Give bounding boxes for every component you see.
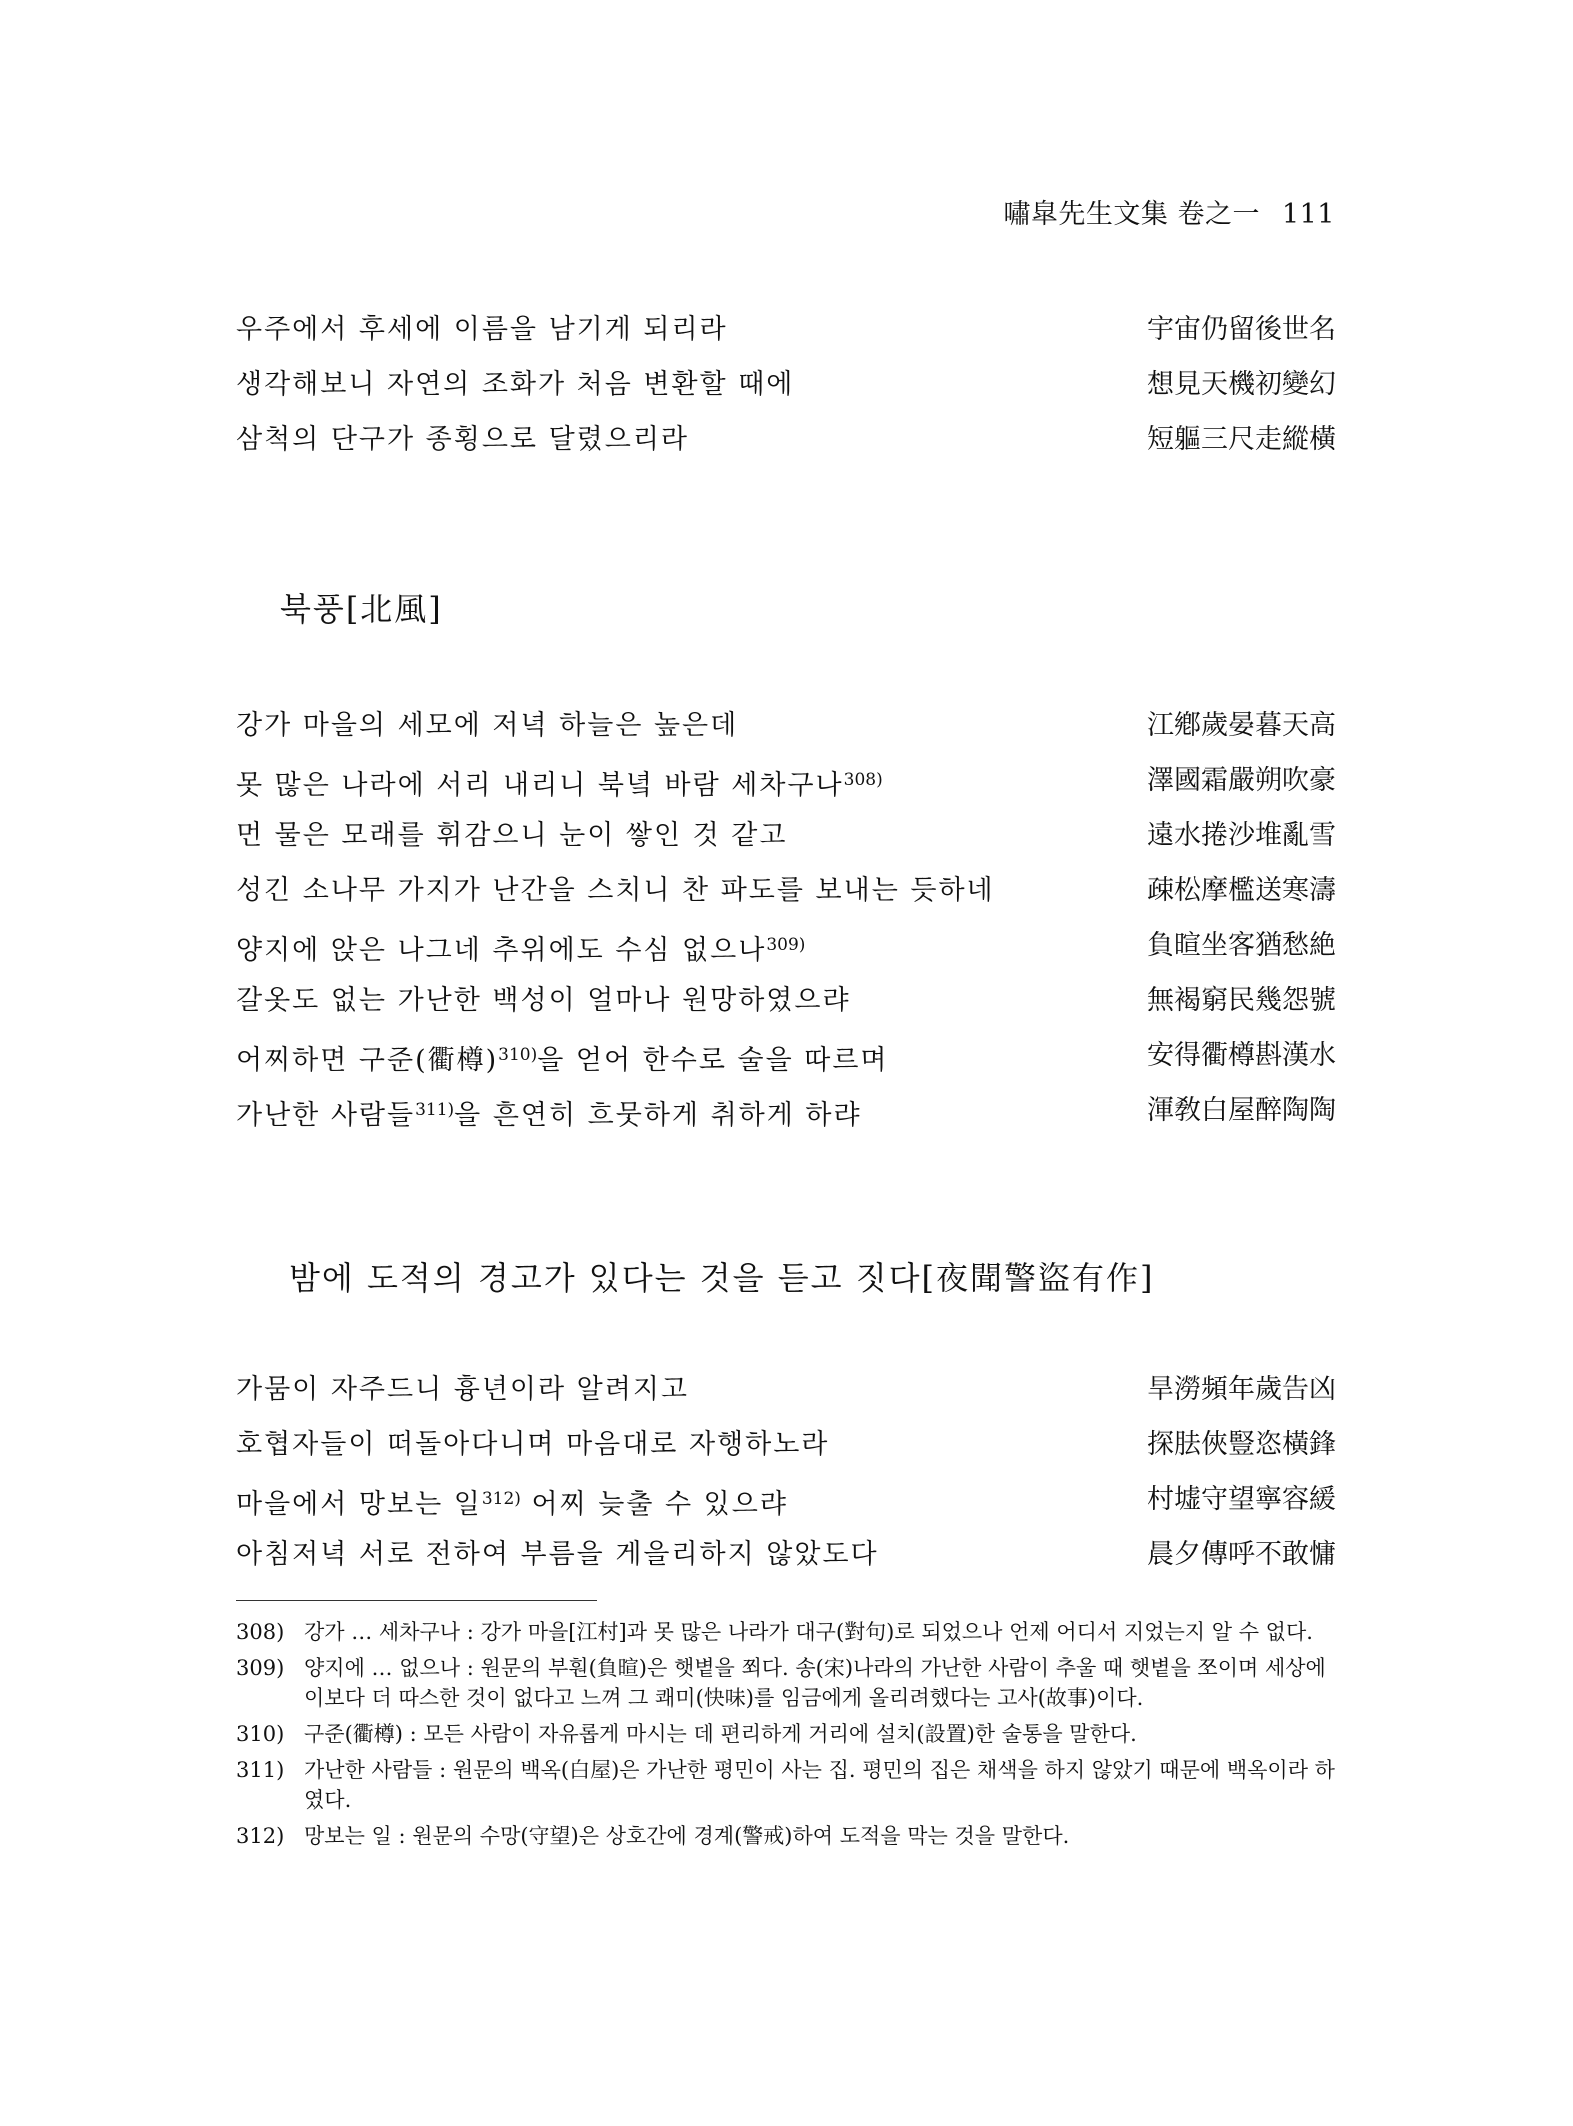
verse-korean: 호협자들이 떠돌아다니며 마음대로 자행하노라 bbox=[236, 1429, 830, 1460]
verse-korean: 강가 마을의 세모에 저녁 하늘은 높은데 bbox=[236, 710, 739, 741]
verse-chinese: 想見天機初變幻 bbox=[1147, 369, 1336, 400]
verse-korean bbox=[236, 918, 805, 978]
footnote-item bbox=[236, 1755, 1339, 1815]
verse-line bbox=[236, 1417, 1336, 1472]
verse-chinese: 宇宙仍留後世名 bbox=[1147, 314, 1336, 345]
footnote-marker: 310) bbox=[498, 1045, 538, 1065]
footnote-number: 308) bbox=[236, 1620, 285, 1644]
verse-korean bbox=[236, 1083, 862, 1143]
poem-night-warning bbox=[236, 1362, 1336, 1582]
footnote-marker: 309) bbox=[766, 935, 806, 955]
poem-title-north-wind: 북풍[北風] bbox=[280, 590, 443, 628]
footnote-marker: 308) bbox=[843, 770, 883, 790]
verse-line bbox=[236, 808, 1336, 863]
verse-chinese: 無褐窮民幾怨號 bbox=[1147, 985, 1336, 1016]
footnote-item bbox=[236, 1821, 1339, 1851]
verse-korean: 갈옷도 없는 가난한 백성이 얼마나 원망하였으랴 bbox=[236, 985, 851, 1016]
verse-korean-text: 양지에 앉은 나그네 추위에도 수심 없으나 bbox=[236, 935, 767, 966]
footnote-text: 망보는 일 : 원문의 수망(守望)은 상호간에 경계(警戒)하여 도적을 막는 것을 말한다. bbox=[304, 1824, 1070, 1848]
verse-korean-text: 어찌 늦출 수 있으랴 bbox=[520, 1489, 788, 1520]
verse-line bbox=[236, 302, 1336, 357]
footnote-number: 310) bbox=[236, 1722, 285, 1746]
verse-korean: 가뭄이 자주드니 흉년이라 알려지고 bbox=[236, 1374, 689, 1405]
page-number: 111 bbox=[1281, 199, 1335, 230]
footnote-number: 311) bbox=[236, 1758, 285, 1782]
footnote-marker: 312) bbox=[481, 1489, 521, 1509]
footnote-text: 양지에 … 없으나 : 원문의 부훤(負暄)은 햇볕을 쬐다. 송(宋)나라의 가난한 사람이 추울 때 햇볕을 쪼이며 세상에 이보다 더 따스한 것이 없다고 느껴 그 쾌미(快味)를 임금에게 올리려했다는 고사(故事)이다. bbox=[304, 1656, 1326, 1710]
verse-korean: 생각해보니 자연의 조화가 처음 변환할 때에 bbox=[236, 369, 795, 400]
poem-north-wind bbox=[236, 698, 1336, 1138]
running-head-title: 嘯皐先生文集 卷之一 bbox=[1003, 199, 1260, 230]
verse-korean-text: 을 얻어 한수로 술을 따르며 bbox=[537, 1045, 889, 1076]
verse-line bbox=[236, 1527, 1336, 1582]
verse-chinese: 遠水捲沙堆亂雪 bbox=[1147, 820, 1336, 851]
verse-line bbox=[236, 973, 1336, 1028]
verse-line bbox=[236, 1028, 1336, 1083]
verse-chinese: 負暄坐客猶愁絶 bbox=[1147, 930, 1336, 961]
verse-korean-text: 마을에서 망보는 일 bbox=[236, 1489, 482, 1520]
footnote-item bbox=[236, 1653, 1339, 1713]
footnote-text: 강가 … 세차구나 : 강가 마을[江村]과 못 많은 나라가 대구(對句)로 되었으나 언제 어디서 지었는지 알 수 없다. bbox=[304, 1620, 1313, 1644]
footnote-number: 309) bbox=[236, 1656, 285, 1680]
verse-korean: 삼척의 단구가 종횡으로 달렸으리라 bbox=[236, 424, 689, 455]
verse-line bbox=[236, 918, 1336, 973]
running-head bbox=[1003, 192, 1335, 231]
verse-korean bbox=[236, 753, 883, 813]
verse-line bbox=[236, 698, 1336, 753]
verse-line bbox=[236, 1083, 1336, 1138]
footnote-number: 312) bbox=[236, 1824, 285, 1848]
verse-korean: 아침저녁 서로 전하여 부름을 게을리하지 않았도다 bbox=[236, 1539, 879, 1570]
verse-chinese: 澤國霜嚴朔吹豪 bbox=[1147, 765, 1336, 796]
verse-line bbox=[236, 1472, 1336, 1527]
verse-line bbox=[236, 412, 1336, 467]
verse-line bbox=[236, 357, 1336, 412]
footnote-text: 가난한 사람들 : 원문의 백옥(白屋)은 가난한 평민이 사는 집. 평민의 집은 채색을 하지 않았기 때문에 백옥이라 하였다. bbox=[304, 1758, 1335, 1812]
footnote-text: 구준(衢樽) : 모든 사람이 자유롭게 마시는 데 편리하게 거리에 설치(設置)한 술통을 말한다. bbox=[304, 1722, 1137, 1746]
verse-korean-text: 어찌하면 구준(衢樽) bbox=[236, 1045, 499, 1076]
verse-chinese: 渾敎白屋醉陶陶 bbox=[1147, 1095, 1336, 1126]
verse-chinese: 村墟守望寧容緩 bbox=[1147, 1484, 1336, 1515]
verse-chinese: 短軀三尺走縱橫 bbox=[1147, 424, 1336, 455]
verse-line bbox=[236, 863, 1336, 918]
footnotes bbox=[236, 1617, 1339, 1857]
footnote-divider bbox=[236, 1600, 597, 1601]
verse-korean-text: 을 흔연히 흐뭇하게 취하게 하랴 bbox=[454, 1100, 862, 1131]
verse-chinese: 江鄕歲晏暮天高 bbox=[1147, 710, 1336, 741]
verse-chinese: 安得衢樽斟漢水 bbox=[1147, 1040, 1336, 1071]
verse-chinese: 晨夕傳呼不敢慵 bbox=[1147, 1539, 1336, 1570]
verse-line bbox=[236, 753, 1336, 808]
footnote-marker: 311) bbox=[415, 1100, 455, 1120]
verse-korean: 먼 물은 모래를 휘감으니 눈이 쌓인 것 같고 bbox=[236, 820, 788, 851]
verse-korean bbox=[236, 1028, 888, 1088]
footnote-item bbox=[236, 1719, 1339, 1749]
verse-chinese: 旱澇頻年歲告凶 bbox=[1147, 1374, 1336, 1405]
verse-chinese: 探胠俠豎恣橫鋒 bbox=[1147, 1429, 1336, 1460]
poem-title-night-warning: 밤에 도적의 경고가 있다는 것을 듣고 짓다[夜聞警盜有作] bbox=[289, 1259, 1155, 1297]
verse-line bbox=[236, 1362, 1336, 1417]
verse-chinese: 疎松摩檻送寒濤 bbox=[1147, 875, 1336, 906]
verse-korean: 우주에서 후세에 이름을 남기게 되리라 bbox=[236, 314, 728, 345]
footnote-item bbox=[236, 1617, 1339, 1647]
verse-korean-text: 가난한 사람들 bbox=[236, 1100, 416, 1131]
verse-korean: 성긴 소나무 가지가 난간을 스치니 찬 파도를 보내는 듯하네 bbox=[236, 875, 995, 906]
verse-korean-text: 못 많은 나라에 서리 내리니 북녘 바람 세차구나 bbox=[236, 770, 844, 801]
verse-korean bbox=[236, 1472, 788, 1532]
poem-continuation bbox=[236, 302, 1336, 467]
